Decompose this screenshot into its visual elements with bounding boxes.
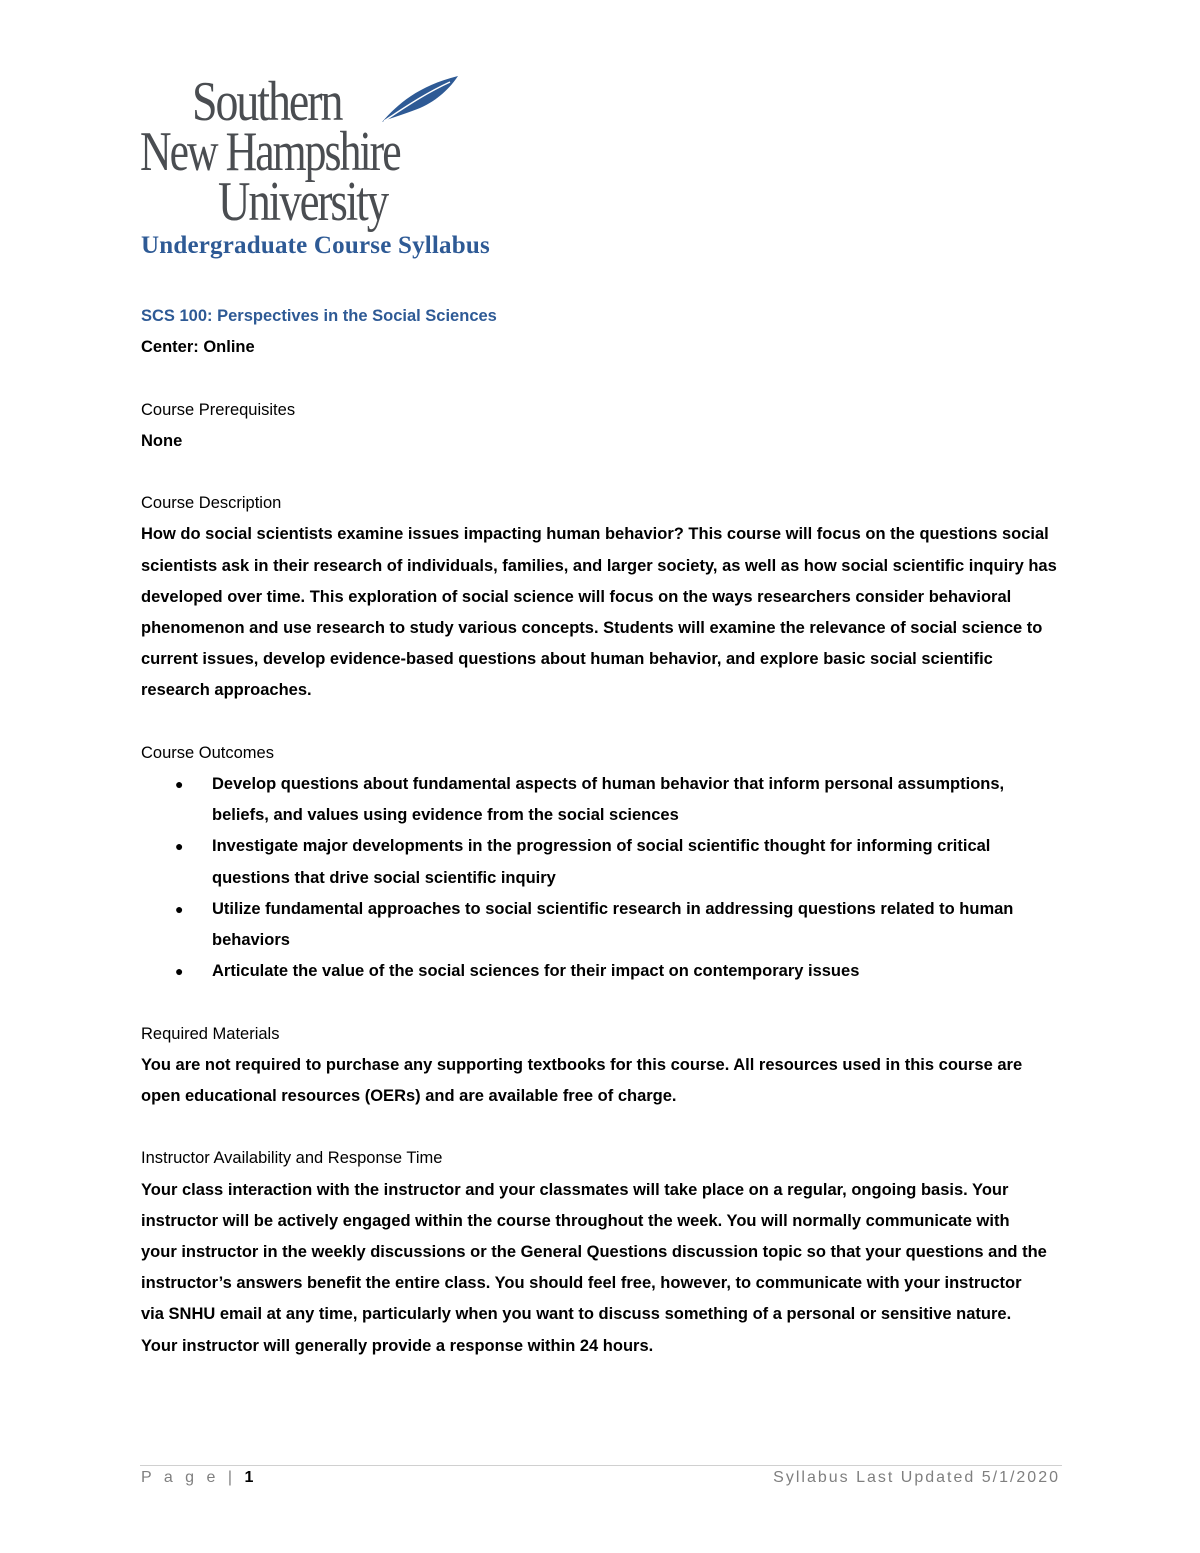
materials-line: open educational resources (OERs) and are available free of charge.	[141, 1087, 677, 1106]
description-line: scientists ask in their research of individuals, families, and larger society, as well as how social scientific inquiry has	[141, 556, 1057, 575]
list-item: ● Investigate major developments in the progression of social scientific thought for informing critical questions that drive social scientific inquiry	[141, 831, 1061, 893]
page-number: P a g e | 1	[141, 1469, 254, 1486]
prerequisites-heading: Course Prerequisites	[141, 400, 296, 419]
course-code-title: SCS 100: Perspectives in the Social Sciences	[141, 307, 497, 325]
description-line: research approaches.	[141, 681, 312, 700]
bullet-icon: ●	[175, 838, 184, 855]
list-item: ● Utilize fundamental approaches to social scientific research in addressing questions related to human behaviors	[141, 894, 1061, 956]
outcomes-heading: Course Outcomes	[141, 743, 274, 762]
list-item: ● Develop questions about fundamental aspects of human behavior that inform personal assumptions, beliefs, and values using evidence from the social sciences	[141, 769, 1061, 831]
instructor-line: your instructor in the weekly discussions or the General Questions discussion topic so that your questions and the	[141, 1243, 1047, 1262]
materials-line: You are not required to purchase any supporting textbooks for this course. All resources used in this course are	[141, 1055, 1023, 1074]
instructor-line: Your class interaction with the instructor and your classmates will take place on a regular, ongoing basis. Your	[141, 1180, 1009, 1199]
instructor-line: Your instructor will generally provide a response within 24 hours.	[141, 1336, 654, 1355]
instructor-line: instructor will be actively engaged within the course throughout the week. You will normally communicate with	[141, 1211, 1010, 1230]
list-item: ● Articulate the value of the social sciences for their impact on contemporary issues	[141, 956, 1061, 987]
prerequisites-body: None	[141, 431, 183, 450]
logo-line-new-hampshire: New Hampshire	[140, 121, 400, 183]
last-updated: Syllabus Last Updated 5/1/2020	[773, 1469, 1060, 1486]
outcomes-list	[141, 769, 1061, 987]
instructor-heading: Instructor Availability and Response Time	[141, 1149, 443, 1168]
logo-line-university: University	[218, 171, 388, 233]
document-body	[141, 301, 1061, 1362]
bullet-icon: ●	[175, 776, 184, 792]
description-line: developed over time. This exploration of social science will focus on the ways researchers consider behavioral	[141, 587, 1012, 606]
instructor-line: via SNHU email at any time, particularly when you want to discuss something of a personal or sensitive nature.	[141, 1305, 1012, 1324]
university-logo	[140, 70, 460, 233]
instructor-line: instructor’s answers benefit the entire class. You should feel free, however, to communicate with your instructor	[141, 1274, 1022, 1293]
course-center: Center: Online	[141, 338, 255, 357]
description-line: How do social scientists examine issues impacting human behavior? This course will focus on the questions social	[141, 525, 1049, 544]
description-line: phenomenon and use research to study various concepts. Students will examine the relevance of social science to	[141, 619, 1043, 637]
description-line: current issues, develop evidence-based questions about human behavior, and explore basic social scientific	[141, 650, 993, 669]
footer-divider	[140, 1465, 1062, 1466]
feather-icon	[380, 74, 460, 124]
bullet-icon: ●	[175, 963, 184, 980]
page-title: Undergraduate Course Syllabus	[141, 232, 490, 259]
logo-line-southern: Southern	[192, 71, 342, 133]
bullet-icon: ●	[175, 900, 184, 917]
description-heading: Course Description	[141, 494, 282, 513]
materials-heading: Required Materials	[141, 1024, 280, 1043]
